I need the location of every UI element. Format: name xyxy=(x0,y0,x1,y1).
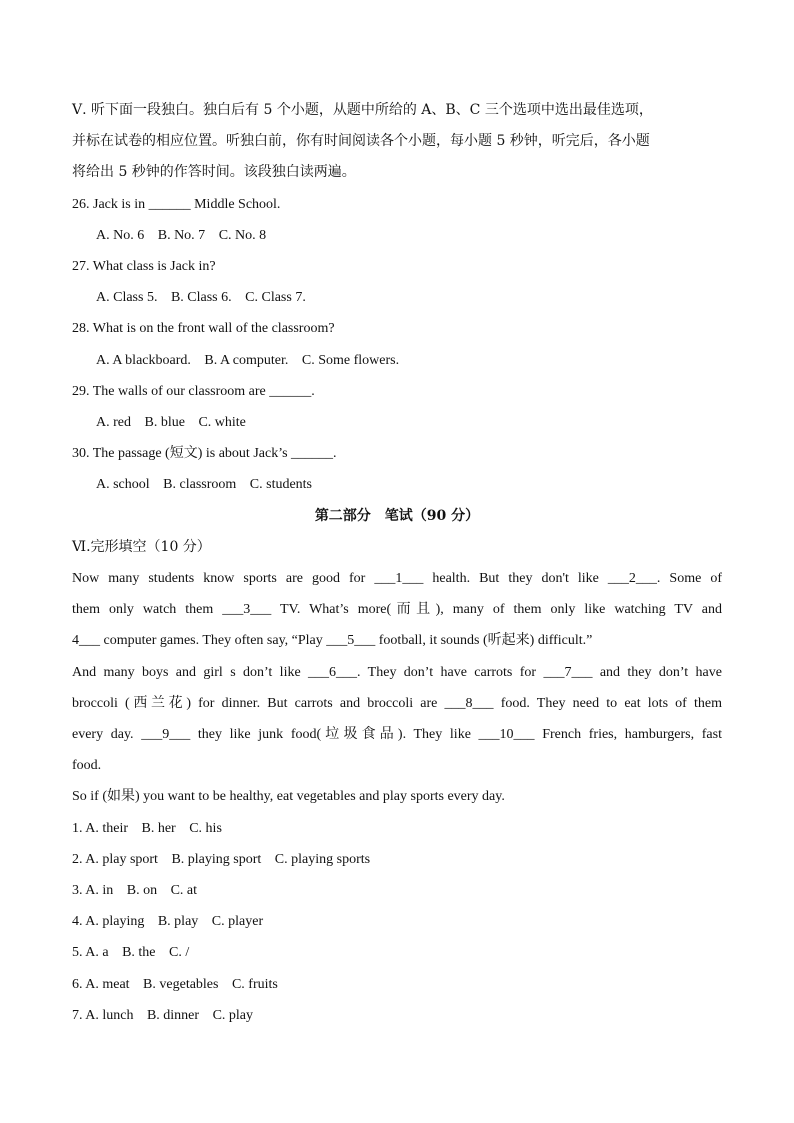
option: C. / xyxy=(169,945,190,961)
cloze-option-row-5 xyxy=(72,937,722,968)
cloze-option-row-4 xyxy=(72,906,722,937)
option: C. play xyxy=(212,1007,254,1023)
option: 1. A. their xyxy=(72,820,128,836)
option: B. No. 7 xyxy=(157,227,206,243)
option: C. No. 8 xyxy=(218,227,267,243)
option: C. Class 7. xyxy=(245,290,306,306)
option: C. white xyxy=(198,415,246,431)
cloze-passage-line: every day. ___9___ they like junk food(垃圾食品). They like ___10___ French fries, hamburgers, fast xyxy=(72,727,722,742)
option: B. her xyxy=(141,820,176,836)
option: 5. A. a xyxy=(72,945,109,961)
part-two-title: 第二部分 笔试（90 分） xyxy=(314,507,480,524)
option: B. blue xyxy=(144,415,185,431)
option: C. fruits xyxy=(231,976,278,992)
listening-instruction-line-2: 并标在试卷的相应位置。听独白前，你有时间阅读各个小题，每小题 5 秒钟，听完后，各小题 xyxy=(72,133,650,150)
cloze-option-row-1 xyxy=(72,813,722,844)
question-26-stem: 26. Jack is in ______ Middle School. xyxy=(72,196,281,212)
option: C. playing sports xyxy=(274,851,371,867)
option: 3. A. in xyxy=(72,883,114,898)
question-28-stem: 28. What is on the front wall of the classroom? xyxy=(72,321,335,337)
cloze-passage-line: broccoli (西兰花) for dinner. But carrots and broccoli are ___8___ food. They need to eat lots of them xyxy=(72,695,722,711)
cloze-passage-line: 4___ computer games. They often say, “Play ___5___ football, it sounds (听起来) difficult.” xyxy=(72,633,593,649)
cloze-option-row-2 xyxy=(72,844,722,875)
option: B. on xyxy=(126,883,158,898)
option: C. students xyxy=(249,477,313,493)
question-27-options xyxy=(72,282,722,313)
option: 4. A. playing xyxy=(72,914,145,930)
cloze-passage-line: them only watch them ___3___ TV. What’s more(而且), many of them only like watching TV and xyxy=(72,602,722,618)
listening-instruction-line-1: Ⅴ. 听下面一段独白。独白后有 5 个小题，从题中所给的 A、B、C 三个选项中选出最佳选项， xyxy=(72,102,653,118)
option: A. Class 5. xyxy=(96,290,158,306)
question-30-options xyxy=(72,469,722,500)
option: C. player xyxy=(211,914,264,930)
question-27-stem: 27. What class is Jack in? xyxy=(72,259,216,275)
question-30-stem: 30. The passage (短文) is about Jack’s ______. xyxy=(72,446,337,462)
option: B. play xyxy=(157,914,199,930)
option: B. vegetables xyxy=(143,976,219,992)
question-29-stem: 29. The walls of our classroom are ______. xyxy=(72,383,315,399)
option: B. playing sport xyxy=(171,851,262,867)
option: B. classroom xyxy=(163,477,237,493)
option: C. his xyxy=(189,820,222,836)
option: C. Some flowers. xyxy=(301,352,400,368)
option: A. No. 6 xyxy=(96,227,145,243)
cloze-option-row-3 xyxy=(72,875,722,906)
option: 6. A. meat xyxy=(72,976,130,992)
option: A. A blackboard. xyxy=(96,352,191,368)
cloze-passage-line: food. xyxy=(72,758,102,774)
question-29-options xyxy=(72,407,722,438)
exam-page xyxy=(72,95,722,1031)
option: B. A computer. xyxy=(204,352,289,368)
question-28-options xyxy=(72,345,722,376)
option: A. red xyxy=(96,415,131,431)
cloze-passage-line: And many boys and girl s don’t like ___6___. They don’t have carrots for ___7___ and they don’t have xyxy=(72,664,722,680)
cloze-passage-line: Now many students know sports are good for ___1___ health. But they don't like ___2___. Some of xyxy=(72,571,722,587)
cloze-option-row-7 xyxy=(72,1000,722,1031)
option: A. school xyxy=(96,477,150,493)
option: B. Class 6. xyxy=(170,290,232,306)
option: B. the xyxy=(122,945,156,961)
question-26-options xyxy=(72,220,722,251)
option: B. dinner xyxy=(146,1007,200,1023)
cloze-passage-line: So if (如果) you want to be healthy, eat vegetables and play sports every day. xyxy=(72,789,505,805)
cloze-section-title: Ⅵ.完形填空（10 分） xyxy=(72,538,211,555)
option: C. at xyxy=(170,883,198,898)
listening-instruction-line-3: 将给出 5 秒钟的作答时间。该段独白读两遍。 xyxy=(72,164,356,181)
option: 2. A. play sport xyxy=(72,851,158,867)
option: 7. A. lunch xyxy=(72,1007,134,1023)
cloze-option-row-6 xyxy=(72,969,722,1000)
